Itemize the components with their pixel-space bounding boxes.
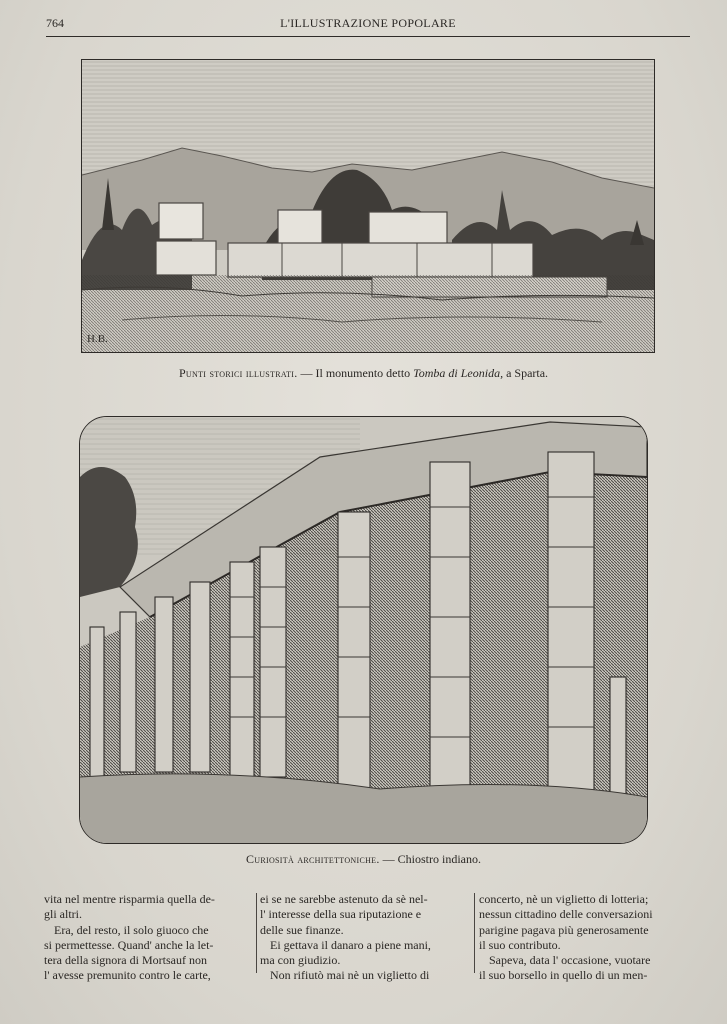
artist-signature: H.B. <box>87 333 108 345</box>
text-line: ei se ne sarebbe astenuto da sè nel- <box>260 892 428 906</box>
text-line: l' interesse della sua riputazione e <box>260 907 422 922</box>
text-line: l' avesse premunito contro le carte, <box>44 968 211 983</box>
column-divider <box>256 893 257 973</box>
text-line: il suo borsello in quello di un men- <box>479 968 648 983</box>
text-line: Era, del resto, il solo giuoco che <box>54 922 209 937</box>
cloister-engraving-illustration <box>80 417 647 843</box>
text-line: tera della signora di Mortsauf non <box>44 953 207 968</box>
caption1-italic-title: Tomba di Leonida, <box>413 366 504 380</box>
caption2-text: Chiostro indiano. <box>397 852 481 866</box>
text-line: ma con giudizio. <box>260 953 341 968</box>
text-line: Ei gettava il danaro a piene mani, <box>270 937 431 952</box>
text-line: nessun cittadino delle conversazioni <box>479 907 653 922</box>
text-column-2 <box>260 892 470 984</box>
figure2-caption <box>60 852 667 867</box>
text-line: concerto, nè un viglietto di lotteria; <box>479 892 649 906</box>
caption1-text-after: a Sparta. <box>506 366 549 380</box>
column-divider <box>474 893 475 973</box>
text-line: gli altri. <box>44 907 82 922</box>
caption1-dash: — <box>300 366 313 380</box>
text-line: Sapeva, data l' occasione, vuotare <box>489 953 651 968</box>
caption2-dash: — <box>382 852 395 866</box>
caption2-section: Curiosità architettoniche. <box>246 852 380 866</box>
text-line: vita nel mentre risparmia quella de- <box>44 892 215 906</box>
text-column-3 <box>479 892 690 984</box>
engraving-tomb-of-leonidas <box>81 59 655 353</box>
engraving-indian-cloister <box>79 416 648 844</box>
caption1-text-before: Il monumento detto <box>315 366 411 380</box>
text-line: il suo contributo. <box>479 937 561 952</box>
text-line: Non rifiutò mai nè un viglietto di <box>270 968 430 983</box>
running-title: L'ILLUSTRAZIONE POPOLARE <box>280 16 456 30</box>
text-line: parigine pagava più generosamente <box>479 922 649 937</box>
caption1-section: Punti storici illustrati. <box>178 366 298 380</box>
page-number: 764 <box>46 16 64 30</box>
figure1-caption <box>60 366 667 381</box>
text-column-1 <box>44 892 252 984</box>
tomb-engraving-illustration <box>82 60 654 352</box>
text-line: delle sue finanze. <box>260 922 344 937</box>
page-header <box>46 12 690 37</box>
text-line: si permettesse. Quand' anche la let- <box>44 937 214 952</box>
